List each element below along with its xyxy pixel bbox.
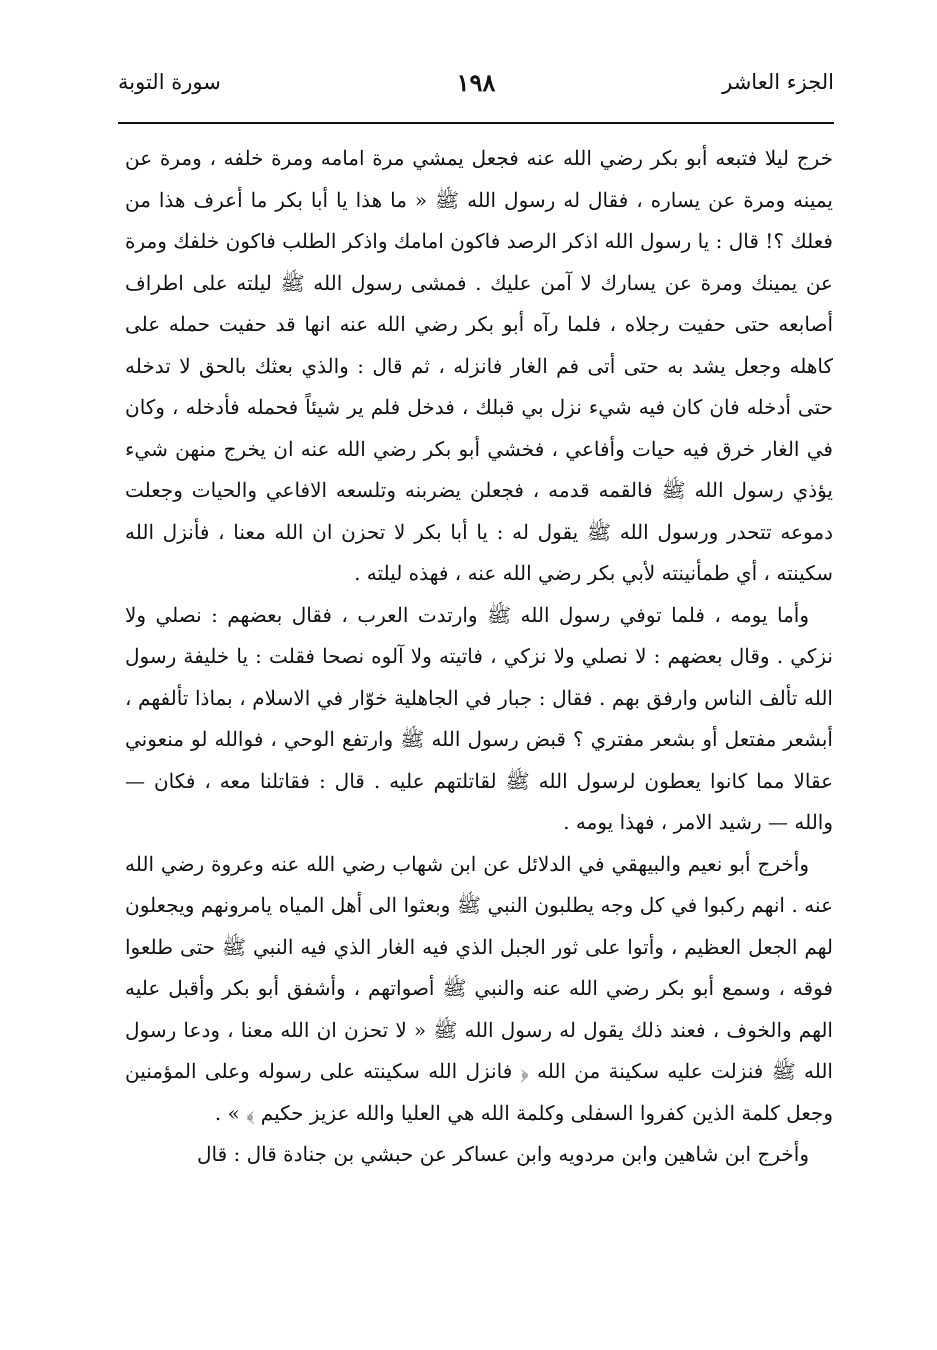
page-body: [125, 138, 833, 1176]
part-title: الجزء العاشر: [722, 70, 834, 94]
paragraph-continuation: خرج ليلا فتبعه أبو بكر رضي الله عنه فجعل يمشي مرة امامه ومرة خلفه ، ومرة عن يمينه ومرة عن يساره ، فقال له رسول الله ﷺ « ما هذا يا أبا بكر ما أعرف هذا من فعلك ؟! قال : يا رسول الله اذكر الرصد فاكون امامك واذكر الطلب فاكون خلفك ومرة عن يمينك ومرة عن يسارك لا آمن عليك . فمشى رسول الله ﷺ ليلته على اطراف أصابعه حتى حفيت رجلاه ، فلما رآه أبو بكر رضي الله عنه انها قد حفيت حمله على كاهله وجعل يشد به حتى أتى فم الغار فانزله ، ثم قال : والذي بعثك بالحق لا تدخله حتى أدخله فان كان فيه شيء نزل بي قبلك ، فدخل فلم ير شيئاً فحمله فأدخله ، وكان في الغار خرق فيه حيات وأفاعي ، فخشي أبو بكر رضي الله عنه ان يخرج منهن شيء يؤذي رسول الله ﷺ فالقمه قدمه ، فجعلن يضربنه وتلسعه الافاعي والحيات وجعلت دموعه تتحدر ورسول الله ﷺ يقول له : يا أبا بكر لا تحزن ان الله معنا ، فأنزل الله سكينته ، أي طمأنينته لأبي بكر رضي الله عنه ، فهذه ليلته .: [125, 146, 833, 585]
paragraph: وأخرج أبو نعيم والبيهقي في الدلائل عن ابن شهاب رضي الله عنه وعروة رضي الله عنه . انهم ركبوا في كل وجه يطلبون النبي ﷺ وبعثوا الى أهل المياه يامرونهم ويجعلون لهم الجعل العظيم ، وأتوا على ثور الجبل الذي فيه الغار الذي فيه النبي ﷺ حتى طلعوا فوقه ، وسمع أبو بكر رضي الله عنه والنبي ﷺ أصواتهم ، وأشفق أبو بكر وأقبل عليه الهم والخوف ، فعند ذلك يقول له رسول الله ﷺ « لا تحزن ان الله معنا ، ودعا رسول الله ﷺ فنزلت عليه سكينة من الله ﴿ فانزل الله سكينته على رسوله وعلى المؤمنين وجعل كلمة الذين كفروا السفلى وكلمة الله هي العليا والله عزيز حكيم ﴾ » .: [125, 851, 833, 1125]
page-header: [118, 68, 834, 108]
header-divider: [118, 122, 834, 124]
paragraph: وأخرج ابن شاهين وابن مردويه وابن عساكر عن حبشي بن جنادة قال : قال: [196, 1142, 809, 1166]
paragraph: وأما يومه ، فلما توفي رسول الله ﷺ وارتدت العرب ، فقال بعضهم : نصلي ولا نزكي . وقال بعضهم : لا نصلي ولا نزكي ، فاتيته ولا آلوه نصحا فقلت : يا خليفة رسول الله تألف الناس وارفق بهم . فقال : جبار في الجاهلية خوّار في الاسلام ، بماذا تألفهم ، أبشعر مفتعل أو بشعر مفتري ؟ قبض رسول الله ﷺ وارتفع الوحي ، فوالله لو منعوني عقالا مما كانوا يعطون لرسول الله ﷺ لقاتلتهم عليه . قال : فقاتلنا معه ، فكان — والله — رشيد الامر ، فهذا يومه .: [125, 602, 833, 834]
surah-title: سورة التوبة: [118, 70, 221, 94]
page-number: ١٩٨: [456, 68, 496, 97]
